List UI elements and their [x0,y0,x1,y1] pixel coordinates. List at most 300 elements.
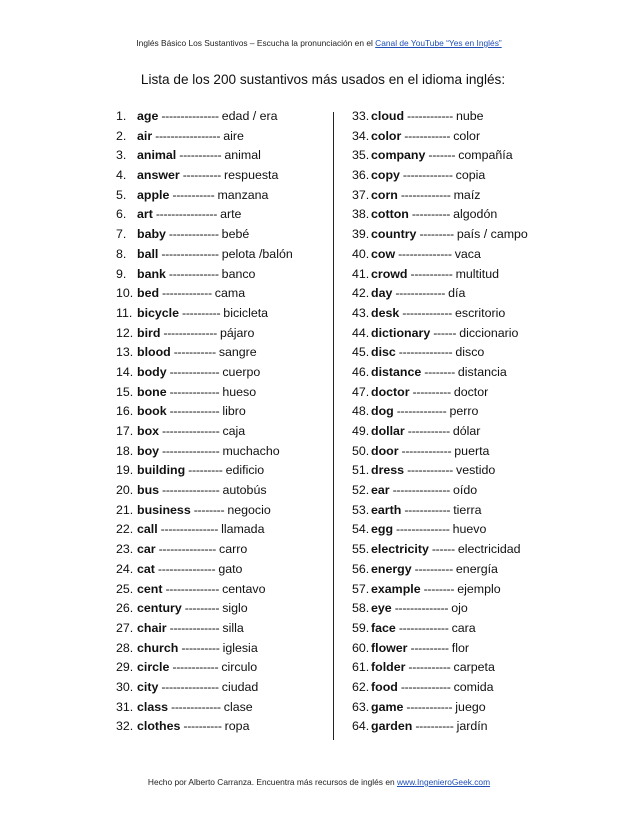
dash-separator: ------------- [402,168,453,183]
page-footer [0,777,638,787]
english-word: city [137,679,159,694]
spanish-translation: pájaro [219,325,255,340]
spanish-translation: bicicleta [223,305,269,320]
list-item [352,146,567,166]
spanish-translation: manzana [217,187,269,202]
english-word: animal [137,148,177,163]
spanish-translation: nube [455,109,484,123]
spanish-translation: carro [219,542,248,557]
english-word: door [371,443,399,458]
spanish-translation: día [448,286,466,301]
spanish-translation: autobús [222,483,267,498]
spanish-translation: vaca [454,246,481,261]
spanish-translation: vestido [456,463,496,478]
item-number: 13. [116,345,134,360]
item-number: 63. [352,699,370,714]
dash-separator: ---------- [412,384,451,399]
english-word: art [137,207,153,222]
item-number: 2. [116,128,127,143]
item-number: 56. [352,561,370,576]
list-item [352,580,567,600]
item-number: 29. [116,660,134,675]
dash-separator: -------- [424,364,455,379]
spanish-translation: color [453,128,481,143]
english-word: building [137,463,186,478]
list-item [116,166,331,186]
dash-separator: ------------ [407,463,453,478]
spanish-translation: aire [223,128,244,143]
spanish-translation: caja [222,424,246,438]
item-number: 51. [352,463,370,478]
item-number: 60. [352,640,370,655]
dash-separator: ---------- [411,207,451,222]
list-item [352,186,567,206]
dash-separator: -------- [193,502,225,517]
dash-separator: ------------ [406,699,453,714]
list-item [352,481,567,501]
list-item [352,265,567,285]
spanish-translation: tierra [453,502,482,517]
dash-separator: -------------- [394,601,449,616]
spanish-translation: cama [214,286,246,301]
dash-separator: ---------- [410,640,449,655]
list-item [352,717,567,737]
spanish-translation: compañía [458,148,513,163]
english-word: eye [371,601,392,616]
dash-separator: ------------- [162,286,212,301]
spanish-translation: respuesta [223,168,279,183]
dash-separator: --------- [419,227,454,242]
spanish-translation: doctor [453,384,489,399]
list-item [116,698,331,718]
item-number: 62. [352,679,370,694]
list-item [116,343,331,363]
list-item [116,540,331,560]
dash-separator: ---------- [181,640,220,655]
dash-separator: ------------ [407,109,453,123]
dash-separator: ----------- [172,187,215,202]
spanish-translation: arte [220,207,242,222]
english-word: age [137,109,159,123]
dash-separator: ------ [431,542,455,557]
english-word: example [371,581,421,596]
english-word: chair [137,620,167,635]
dash-separator: ------------- [171,699,221,714]
youtube-channel-link[interactable]: Canal de YouTube “Yes en Inglés” [375,38,502,48]
dash-separator: --------------- [160,522,219,537]
spanish-translation: país / campo [456,227,528,242]
item-number: 54. [352,522,370,537]
list-item [116,127,331,147]
item-number: 64. [352,719,370,734]
english-word: bone [137,384,167,399]
spanish-translation: cuerpo [222,364,261,379]
english-word: dollar [371,424,405,438]
dash-separator: -------------- [396,522,450,537]
list-item [352,442,567,462]
spanish-translation: diccionario [459,325,519,340]
english-word: energy [371,561,412,576]
english-word: boy [137,443,160,458]
dash-separator: ------------- [169,364,220,379]
spanish-translation: jardín [456,719,488,734]
item-number: 33. [352,109,370,123]
english-word: dog [371,404,394,419]
item-number: 24. [116,561,134,576]
list-item [116,225,331,245]
item-number: 5. [116,187,127,202]
english-word: body [137,364,167,379]
item-number: 42. [352,286,370,301]
item-number: 31. [116,699,134,714]
item-number: 48. [352,404,370,419]
english-word: call [137,522,158,537]
dash-separator: ------------- [396,404,447,419]
english-word: clothes [137,719,181,734]
spanish-translation: escritorio [455,305,506,320]
list-item [352,402,567,422]
dash-separator: ------------- [400,187,451,202]
item-number: 27. [116,620,134,635]
english-word: air [137,128,153,143]
spanish-translation: ojo [451,601,468,616]
item-number: 21. [116,502,134,517]
english-word: game [371,699,404,714]
item-number: 43. [352,305,370,320]
list-item [116,501,331,521]
item-number: 38. [352,207,370,222]
dash-separator: -------------- [165,581,220,596]
dash-separator: ----------- [407,424,450,438]
dash-separator: --------------- [157,561,216,576]
english-word: box [137,424,160,438]
list-item [352,245,567,265]
item-number: 52. [352,483,370,498]
list-item [352,698,567,718]
dash-separator: ------------ [172,660,219,675]
list-item [116,304,331,324]
english-word: face [371,620,396,635]
list-item [352,501,567,521]
spanish-translation: bebé [221,227,250,242]
english-word: century [137,601,182,616]
dash-separator: --------------- [161,246,219,261]
english-word: crowd [371,266,408,281]
english-word: cloud [371,109,405,123]
dash-separator: --------- [184,601,220,616]
english-word: baby [137,227,166,242]
dash-separator: ---------- [414,561,453,576]
dash-separator: ------------- [169,404,220,419]
dash-separator: ---------- [183,719,222,734]
dash-separator: ------------- [169,384,220,399]
spanish-translation: juego [455,699,486,714]
list-item [116,245,331,265]
english-word: blood [137,345,171,360]
noun-list-right [352,107,567,737]
list-item [116,107,331,127]
item-number: 41. [352,266,370,281]
spanish-translation: muchacho [222,443,280,458]
item-number: 6. [116,207,127,222]
item-number: 61. [352,660,370,675]
english-word: ear [371,483,390,498]
dash-separator: --------- [188,463,223,478]
item-number: 30. [116,679,134,694]
spanish-translation: ciudad [221,679,259,694]
list-item [116,363,331,383]
dash-separator: ---------- [415,719,454,734]
english-word: folder [371,660,406,675]
list-item [352,678,567,698]
spanish-translation: llamada [221,522,265,537]
english-word: bed [137,286,160,301]
item-number: 20. [116,483,134,498]
list-item [352,383,567,403]
list-item [352,225,567,245]
spanish-translation: animal [224,148,261,163]
spanish-translation: oído [453,483,478,498]
list-item [352,560,567,580]
spanish-translation: copia [455,168,486,183]
dash-separator: ------------- [400,679,451,694]
item-number: 17. [116,424,134,438]
english-word: car [137,542,156,557]
item-number: 35. [352,148,370,163]
dash-separator: ------------- [398,620,449,635]
list-item [116,717,331,737]
item-number: 28. [116,640,134,655]
english-word: country [371,227,417,242]
spanish-translation: energía [455,561,498,576]
item-number: 19. [116,463,134,478]
list-item [352,599,567,619]
item-number: 55. [352,542,370,557]
english-word: garden [371,719,413,734]
item-number: 39. [352,227,370,242]
item-number: 12. [116,325,134,340]
english-word: bicycle [137,305,180,320]
spanish-translation: cara [451,620,476,635]
dash-separator: --------------- [161,109,219,123]
english-word: cow [371,246,396,261]
item-number: 40. [352,246,370,261]
dash-separator: ------ [433,325,457,340]
dash-separator: ----------- [410,266,453,281]
english-word: electricity [371,542,429,557]
english-word: dress [371,463,405,478]
item-number: 10. [116,286,134,301]
list-item [116,639,331,659]
english-word: ball [137,246,159,261]
item-number: 49. [352,424,370,438]
item-number: 58. [352,601,370,616]
list-item [352,343,567,363]
list-item [116,520,331,540]
english-word: cat [137,561,155,576]
item-number: 25. [116,581,134,596]
english-word: day [371,286,393,301]
spanish-translation: huevo [452,522,487,537]
item-number: 47. [352,384,370,399]
dash-separator: -------------- [163,325,217,340]
list-item [116,560,331,580]
item-number: 16. [116,404,134,419]
dash-separator: ----------- [179,148,222,163]
spanish-translation: banco [221,266,256,281]
dash-separator: ------------- [168,266,219,281]
list-item [116,481,331,501]
list-item [116,619,331,639]
dash-separator: -------------- [398,246,452,261]
dash-separator: ------------- [401,443,452,458]
spanish-translation: flor [451,640,469,655]
english-word: class [137,699,169,714]
dash-separator: ----------------- [155,128,221,143]
list-item [352,363,567,383]
item-number: 3. [116,148,127,163]
item-number: 11. [116,305,133,320]
dash-separator: --------------- [158,542,217,557]
list-item [116,461,331,481]
spanish-translation: disco [455,345,485,360]
spanish-translation: multitud [455,266,499,281]
dash-separator: ---------------- [155,207,218,222]
item-number: 37. [352,187,370,202]
english-word: earth [371,502,402,517]
item-number: 59. [352,620,370,635]
spanish-translation: distancia [457,364,507,379]
item-number: 45. [352,345,370,360]
english-word: doctor [371,384,410,399]
english-word: cotton [371,207,409,222]
list-item [352,284,567,304]
item-number: 23. [116,542,134,557]
spanish-translation: hueso [222,384,257,399]
english-word: copy [371,168,400,183]
english-word: dictionary [371,325,431,340]
item-number: 32. [116,719,134,734]
list-item [116,265,331,285]
english-word: distance [371,364,422,379]
english-word: bus [137,483,160,498]
item-number: 8. [116,246,127,261]
item-number: 7. [116,227,127,242]
dash-separator: ------------- [169,620,220,635]
dash-separator: ---------- [182,305,221,320]
dash-separator: --------------- [162,443,220,458]
list-item [116,186,331,206]
list-item [116,205,331,225]
item-number: 15. [116,384,134,399]
item-number: 46. [352,364,370,379]
english-word: answer [137,168,180,183]
dash-separator: ------------ [404,128,451,143]
item-number: 4. [116,168,127,183]
noun-list-left [116,107,331,737]
english-word: flower [371,640,408,655]
column-divider [333,112,334,740]
list-item [116,383,331,403]
list-item [352,166,567,186]
list-item [352,461,567,481]
spanish-translation: edad / era [221,109,278,123]
item-number: 9. [116,266,127,281]
spanish-translation: circulo [221,660,258,675]
english-word: bank [137,266,166,281]
page-title: Lista de los 200 sustantivos más usados en el idioma inglés: [140,72,506,87]
english-word: color [371,128,402,143]
spanish-translation: silla [222,620,244,635]
list-item [352,540,567,560]
list-item [352,639,567,659]
dash-separator: --------------- [392,483,451,498]
item-number: 18. [116,443,134,458]
dash-separator: ------------- [168,227,219,242]
list-item [116,658,331,678]
list-item [116,599,331,619]
item-number: 50. [352,443,370,458]
list-item [352,324,567,344]
spanish-translation: algodón [453,207,498,222]
list-item [352,304,567,324]
list-item [352,422,567,442]
list-item [116,284,331,304]
list-item [352,520,567,540]
dash-separator: ------------- [395,286,446,301]
dash-separator: --------------- [161,679,219,694]
spanish-translation: clase [223,699,253,714]
website-link[interactable]: www.IngenieroGeek.com [396,777,491,787]
list-item [116,580,331,600]
item-number: 53. [352,502,370,517]
english-word: egg [371,522,394,537]
item-number: 44. [352,325,370,340]
spanish-translation: perro [449,404,479,419]
item-number: 22. [116,522,134,537]
dash-separator: -------- [423,581,455,596]
dash-separator: ----------- [408,660,451,675]
item-number: 14. [116,364,134,379]
spanish-translation: maíz [453,187,481,202]
spanish-translation: iglesia [222,640,258,655]
list-item [352,619,567,639]
spanish-translation: negocio [227,502,271,517]
english-word: business [137,502,191,517]
dash-separator: --------------- [162,483,220,498]
dash-separator: ------- [428,148,456,163]
item-number: 36. [352,168,370,183]
english-word: desk [371,305,400,320]
spanish-translation: edificio [225,463,265,478]
spanish-translation: puerta [454,443,490,458]
list-item [116,678,331,698]
list-item [116,442,331,462]
spanish-translation: gato [218,561,243,576]
list-item [116,324,331,344]
page-header [0,38,638,48]
item-number: 1. [116,109,127,123]
spanish-translation: siglo [222,601,248,616]
spanish-translation: ejemplo [457,581,501,596]
list-item [352,107,567,127]
dash-separator: ---------- [182,168,221,183]
spanish-translation: pelota /balón [221,246,293,261]
footer-text: Hecho por Alberto Carranza. Encuentra más recursos de inglés en [147,777,395,787]
spanish-translation: comida [453,679,494,694]
english-word: circle [137,660,170,675]
dash-separator: ------------ [404,502,451,517]
